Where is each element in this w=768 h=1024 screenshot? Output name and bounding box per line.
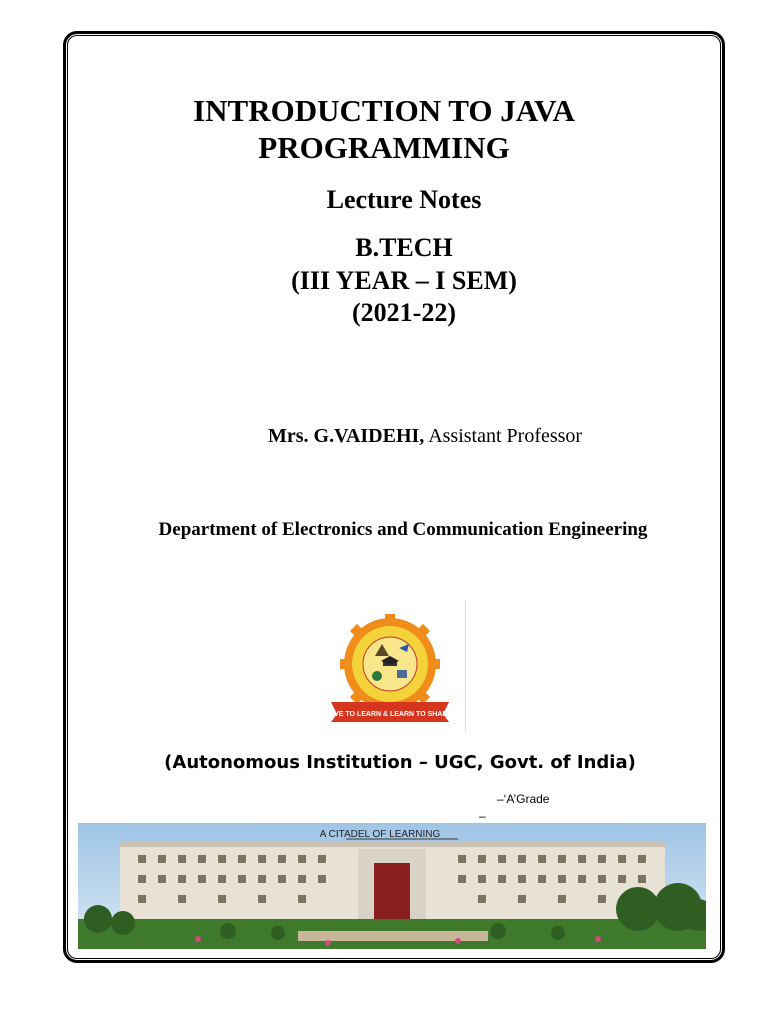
semester: (III YEAR – I SEM) — [291, 266, 517, 295]
title-line-2: PROGRAMMING — [258, 130, 510, 165]
author-line — [268, 425, 582, 448]
author-role: Assistant Professor — [424, 425, 583, 447]
logo-motto: LIVE TO LEARN & LEARN TO SHARE — [327, 711, 453, 718]
grade-label: –‘A’Grade — [497, 792, 550, 806]
photo-banner: A CITADEL OF LEARNING — [319, 829, 441, 840]
college-logo — [325, 614, 455, 724]
autonomous-status: (Autonomous Institution – UGC, Govt. of India) — [164, 752, 636, 773]
course: B.TECH — [355, 233, 453, 262]
document-title — [0, 92, 768, 166]
author-name: Mrs. G.VAIDEHI, — [268, 425, 425, 447]
divider — [465, 600, 466, 732]
title-line-1: INTRODUCTION TO JAVA — [193, 93, 575, 128]
subtitle: Lecture Notes — [326, 185, 482, 214]
gear-emblem-icon — [340, 614, 440, 714]
department: Department of Electronics and Communication Engineering — [158, 519, 648, 540]
campus-photo — [78, 823, 706, 949]
dash-mark: – — [479, 809, 486, 823]
academic-year: (2021-22) — [352, 298, 456, 327]
